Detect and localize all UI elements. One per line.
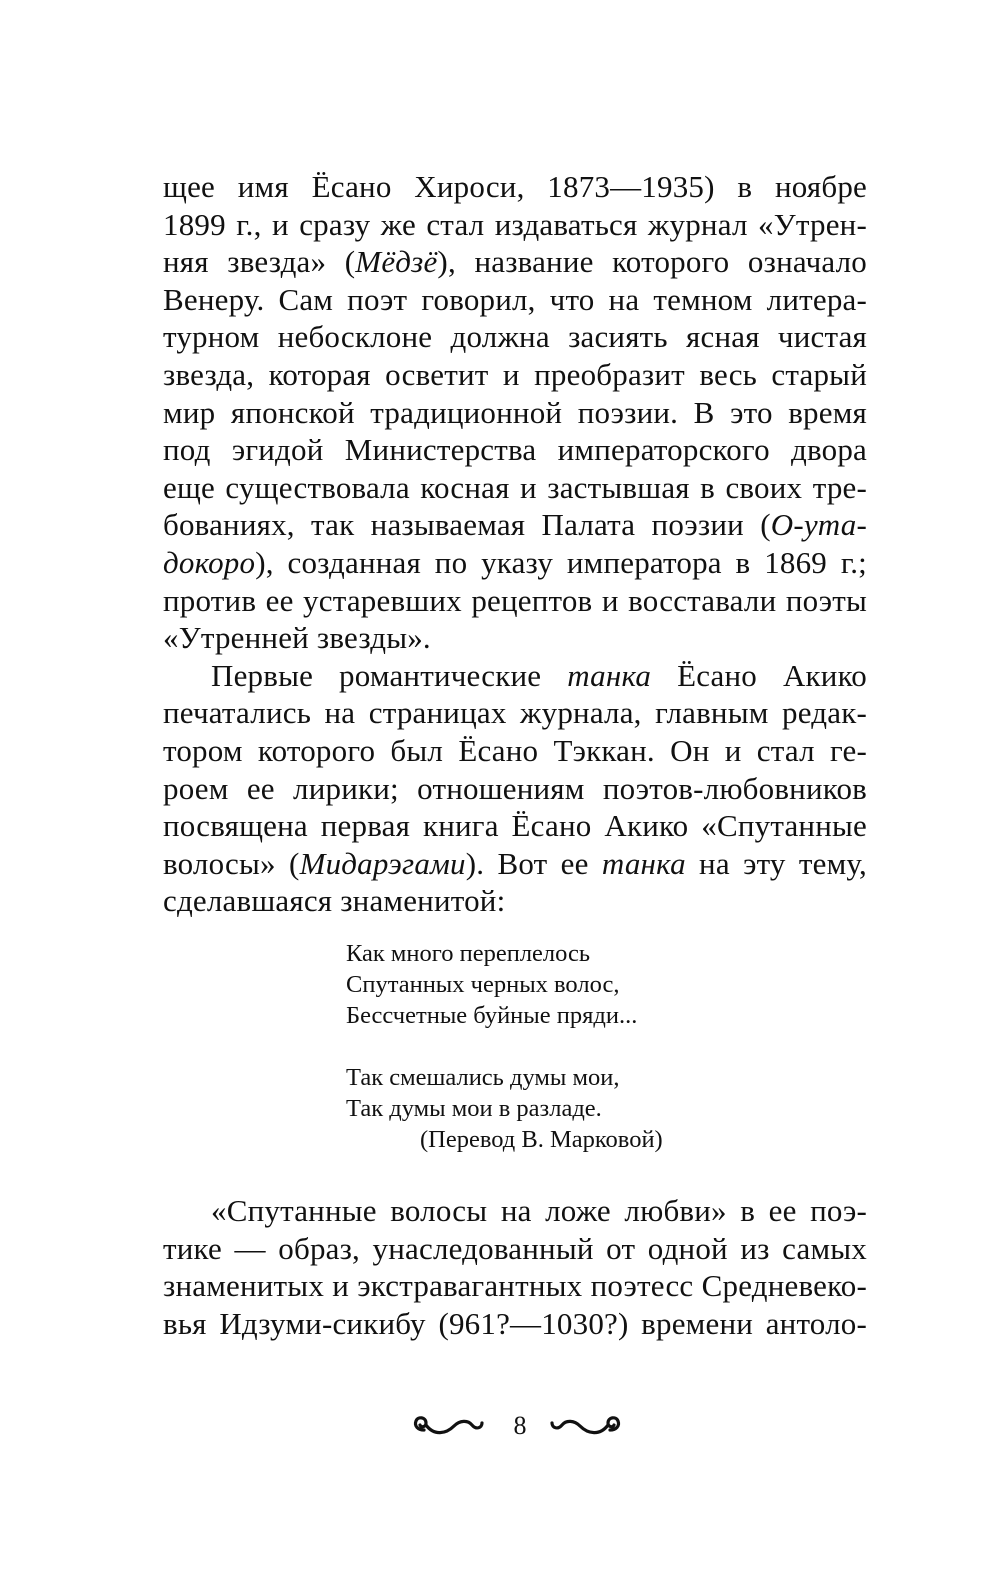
text-line: знаменитых и экстравагантных поэтесс Средневеко- xyxy=(163,1268,867,1304)
text-segment: ), созданная по указу императора в 1869 г.; xyxy=(255,544,867,580)
flourish-left-icon xyxy=(410,1410,484,1444)
paragraph-next xyxy=(163,1192,867,1342)
text-segment: Ёсано Акико xyxy=(651,657,867,693)
italic-term-midaregami: Мидарэгами xyxy=(299,845,466,881)
text-line xyxy=(163,845,867,883)
text-line: турном небосклоне должна засиять ясная чистая xyxy=(163,319,867,355)
stanza-gap xyxy=(346,1031,766,1062)
text-line: печатались на страницах журнала, главным редак- xyxy=(163,695,867,731)
text-line: 1899 г., и сразу же стал издаваться журнал «Утрен- xyxy=(163,206,867,242)
poem-line: Так думы мои в разладе. xyxy=(346,1095,602,1122)
italic-term-tanka: танка xyxy=(601,845,686,881)
text-segment: Первые романтические xyxy=(211,657,568,693)
text-line xyxy=(163,243,867,281)
text-line xyxy=(163,506,867,544)
poem-line: Так смешались думы мои, xyxy=(346,1064,620,1091)
text-line: «Утренней звезды». xyxy=(163,620,431,656)
text-line: Венеру. Сам поэт говорил, что на темном литера- xyxy=(163,281,867,317)
text-segment: волосы» ( xyxy=(163,845,300,881)
page-number: 8 xyxy=(513,1411,527,1440)
text-line: щее имя Ёсано Хироси, 1873—1935) в ноябре xyxy=(163,169,867,204)
poem-line: Как много переплелось xyxy=(346,940,591,967)
italic-term-tanka: танка xyxy=(567,657,652,693)
text-line: под эгидой Министерства императорского двора xyxy=(163,432,867,468)
text-line xyxy=(163,657,867,695)
poem-line: Спутанных черных волос, xyxy=(346,971,620,998)
text-line: сделавшаяся знаменитой: xyxy=(163,883,506,919)
text-segment: ), название которого означало xyxy=(437,244,867,280)
text-line: мир японской традиционной поэзии. В это время xyxy=(163,394,867,430)
page-footer xyxy=(410,1408,630,1448)
text-segment: няя звезда» ( xyxy=(163,244,356,280)
text-line: «Спутанные волосы на ложе любви» в ее поэ- xyxy=(211,1193,867,1228)
poem-line: Бессчетные буйные пряди... xyxy=(346,1002,638,1029)
text-line: еще существовала косная и застывшая в своих тре- xyxy=(163,469,867,505)
text-line: тике — образ, унаследованный от одной из самых xyxy=(163,1230,867,1266)
text-line: вья Идзуми-сикибу (961?—1030?) времени антоло- xyxy=(163,1305,867,1341)
poem-tanka xyxy=(346,938,766,1155)
text-segment: бованиях, так называемая Палата поэзии ( xyxy=(163,507,771,543)
flourish-right-icon xyxy=(550,1410,624,1444)
italic-term-o-uta: О-ута- xyxy=(770,507,867,543)
text-line xyxy=(163,544,867,582)
italic-term-medzo: Мёдзё xyxy=(355,244,438,280)
translation-attribution: (Перевод В. Марковой) xyxy=(420,1126,663,1153)
text-line: роем ее лирики; отношениям поэтов-любовников xyxy=(163,770,867,806)
italic-term-dokoro: докоро xyxy=(163,544,256,580)
text-line: звезда, которая осветит и преобразит весь старый xyxy=(163,356,867,392)
text-line: тором которого был Ёсано Тэккан. Он и стал ге- xyxy=(163,732,867,768)
text-line: посвящена первая книга Ёсано Акико «Спутанные xyxy=(163,808,867,844)
text-line: против ее устаревших рецептов и восставали поэты xyxy=(163,582,867,618)
text-segment: ). Вот ее xyxy=(465,845,602,881)
paragraph-continuation xyxy=(163,168,867,920)
text-segment: на эту тему, xyxy=(685,845,867,881)
